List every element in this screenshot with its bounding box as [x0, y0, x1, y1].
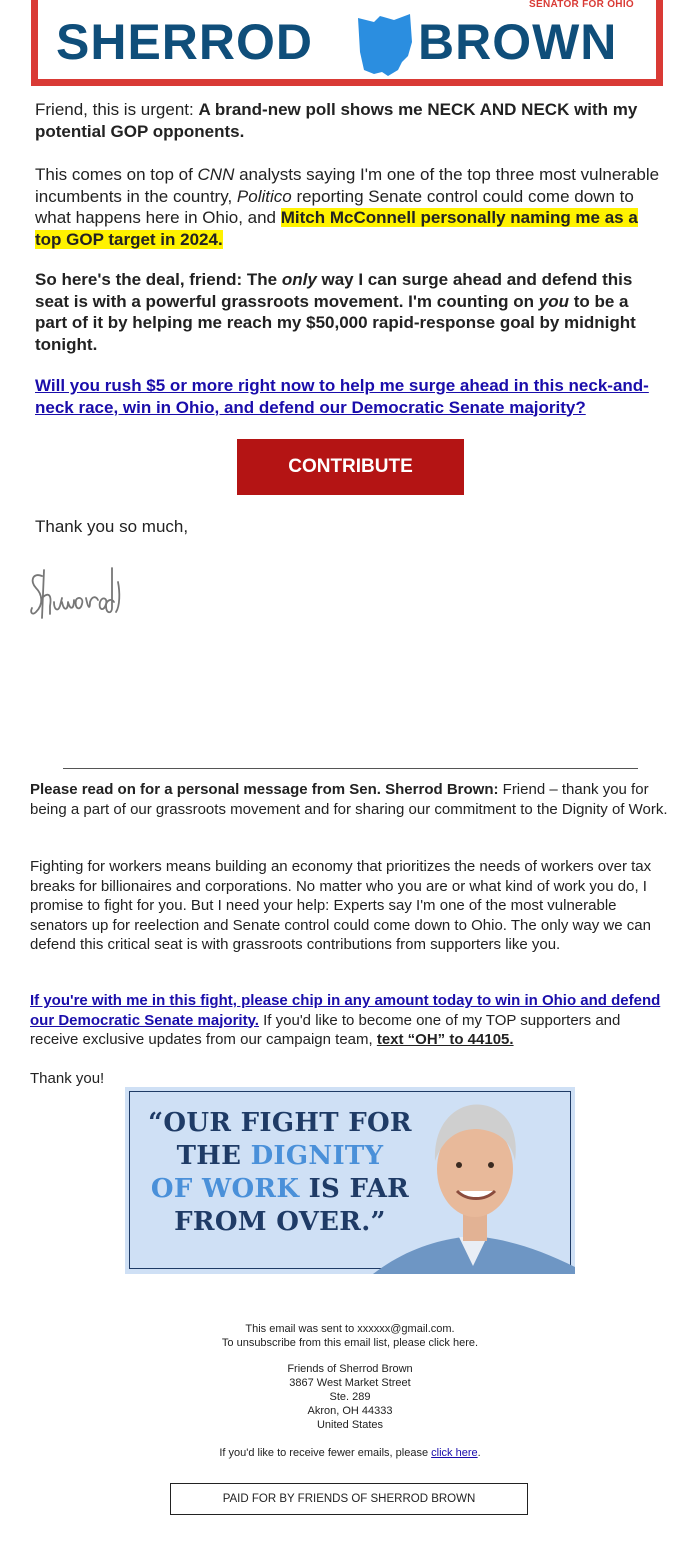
quote-line-2a: THE [176, 1141, 251, 1171]
footer-org: Friends of Sherrod Brown [287, 1363, 413, 1375]
fewer-text: If you'd like to receive fewer emails, please [219, 1447, 432, 1459]
deal-text-c: to be a part of it by helping me reach my $50,000 rapid-response goal by midnight tonight. [35, 291, 636, 354]
quote-line-3a: OF WORK [150, 1174, 300, 1204]
urgent-lead: Friend, this is urgent: [35, 100, 199, 119]
context-text-c: reporting Senate control could come down to what happens here in Ohio, and [35, 186, 634, 227]
donate-ask-link[interactable]: Will you rush $5 or more right now to help me surge ahead in this neck-and-neck race, win in Ohio, and defend our Democratic Senate majority? [35, 376, 649, 417]
logo-last-name: BROWN [418, 14, 618, 70]
paragraph-ask [35, 375, 665, 418]
footer-street: 3867 West Market Street [289, 1377, 411, 1389]
urgent-bold: A brand-new poll shows me NECK AND NECK with my potential GOP opponents. [35, 100, 638, 141]
chip-in-link[interactable]: If you're with me in this fight, please chip in any amount today to win in Ohio and defend our Democratic Senate majority. [30, 992, 661, 1029]
header-logo [31, 0, 663, 86]
personal-intro-bold: Please read on for a personal message from Sen. Sherrod Brown: [30, 781, 499, 798]
personal-paragraph-workers: Fighting for workers means building an economy that prioritizes the needs of workers over tax breaks for billionaires and corporations. No matter who you are or what kind of work you do, I promise to fight for you. But I need your help: Experts say I'm one of the most vulnerable senators up for reelection and Senate control could come down to Ohio. The only way we can defend this critical seat is with grassroots contributions from supporters like you. [30, 858, 652, 953]
personal-thanks: Thank you! [30, 1070, 105, 1087]
personal-intro [30, 780, 670, 819]
personal-intro-rest: Friend – thank you for being a part of our grassroots movement and for sharing our commitment to the Dignity of Work. [30, 781, 668, 818]
footer-unsubscribe[interactable]: To unsubscribe from this email list, please click here. [221, 1337, 479, 1349]
logo-first-name: SHERROD [56, 14, 314, 70]
footer-fewer-emails [0, 1447, 700, 1461]
quote-line-4: FROM OVER.” [174, 1207, 386, 1237]
politico-italic: Politico [236, 186, 292, 206]
deal-you-italic: you [538, 291, 569, 311]
fewer-period: . [477, 1447, 481, 1459]
section-divider [63, 768, 638, 769]
context-text-b: analysts saying I'm one of the top three most vulnerable incumbents in the country, [35, 165, 660, 206]
quote-line-3b: IS FAR [299, 1174, 410, 1204]
logo-tagline: SENATOR FOR OHIO [525, 0, 638, 10]
highlight-mcconnell: Mitch McConnell personally naming me as a top GOP target in 2024. [35, 208, 638, 249]
chip-in-text: If you'd like to become one of my TOP supporters and receive exclusive updates from our campaign team, [30, 1011, 621, 1048]
cnn-italic: CNN [197, 165, 235, 184]
signature-image [28, 562, 138, 624]
quote-line-1: “OUR FIGHT FOR [148, 1108, 412, 1138]
fewer-emails-link[interactable]: click here [431, 1447, 478, 1459]
footer-sent-to: This email was sent to xxxxxx@gmail.com. [245, 1323, 455, 1335]
context-text-a: This comes on top of [35, 165, 198, 184]
deal-only-italic: only [281, 270, 317, 289]
personal-paragraph-chip-in [30, 991, 670, 1050]
paid-for-disclaimer: PAID FOR BY FRIENDS OF SHERROD BROWN [170, 1483, 528, 1515]
ohio-state-icon [354, 12, 416, 78]
deal-text-b: way I can surge ahead and defend this seat is with a powerful grassroots movement. I'm counting on [35, 270, 633, 311]
deal-text-a: So here's the deal, friend: The [35, 270, 282, 289]
footer-country: United States [316, 1419, 384, 1431]
quote-line-2b: DIGNITY [250, 1141, 384, 1171]
portrait-photo [373, 1091, 575, 1274]
text-oh-link[interactable]: text “OH” to 44105. [376, 1031, 514, 1048]
footer-suite: Ste. 289 [329, 1391, 371, 1403]
quote-banner [125, 1087, 575, 1274]
footer-city: Akron, OH 44333 [307, 1405, 393, 1417]
paragraph-urgent [35, 99, 665, 142]
signoff-text: Thank you so much, [35, 517, 189, 536]
paragraph-context [35, 164, 665, 250]
paragraph-deal [35, 269, 665, 355]
contribute-button[interactable]: CONTRIBUTE [237, 439, 464, 495]
